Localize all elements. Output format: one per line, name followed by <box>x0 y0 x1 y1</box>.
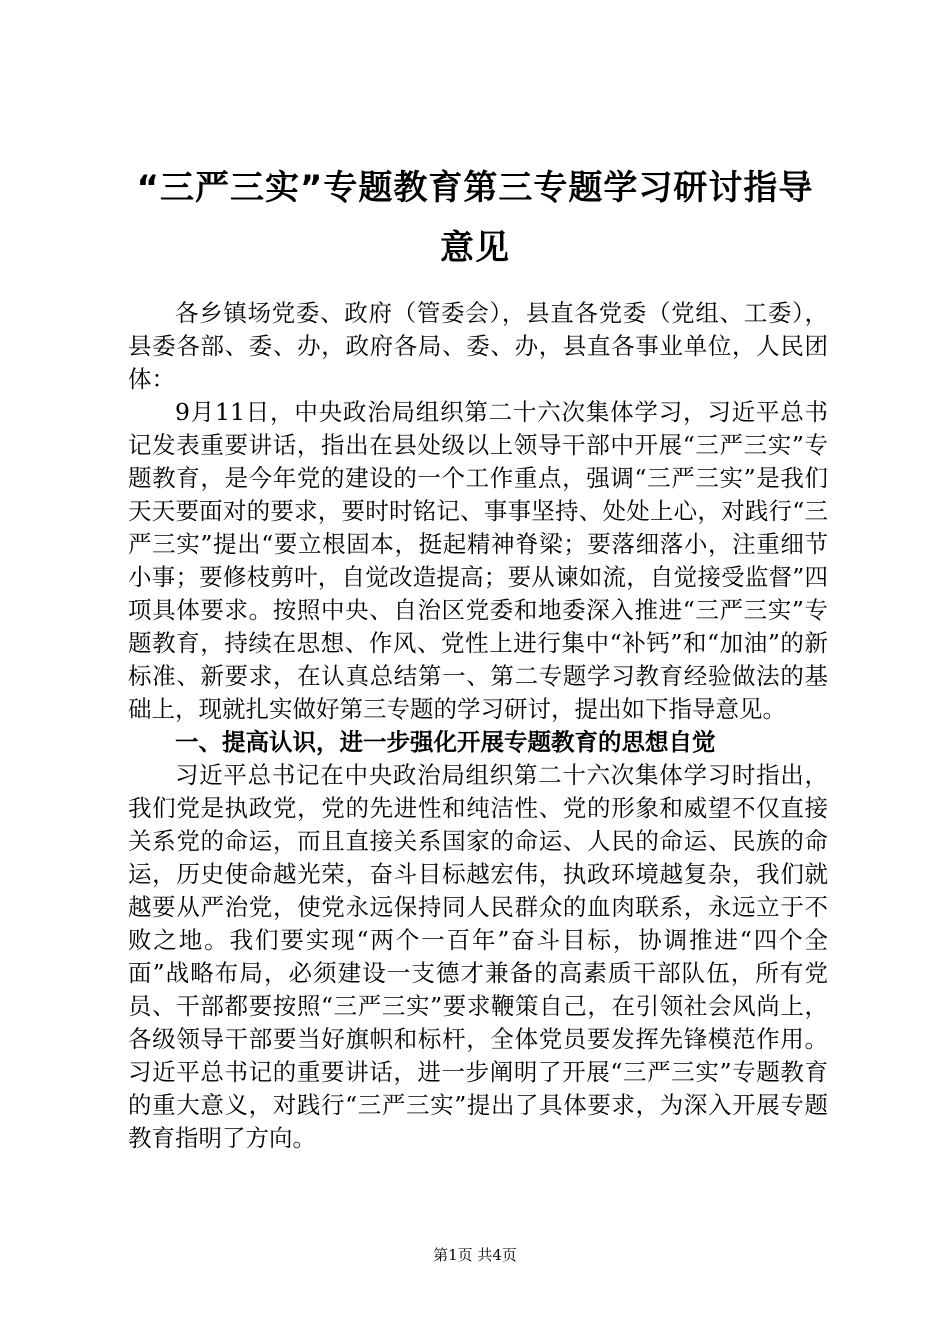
intro-paragraph: 9月11日，中央政治局组织第二十六次集体学习，习近平总书记发表重要讲话，指出在县处级以上领导干部中开展“三严三实”专题教育，是今年党的建设的一个工作重点，强调“三严三实”是我们天天要面对的要求，要时时铭记、事事坚持、处处上心，对践行“三严三实”提出“要立根固本，挺起精神脊梁；要落细落小，注重细节小事；要修枝剪叶，自觉改造提高；要从谏如流，自觉接受监督”四项具体要求。按照中央、自治区党委和地委深入推进“三严三实”专题教育，持续在思想、作风、党性上进行集中“补钙”和“加油”的新标准、新要求，在认真总结第一、第二专题学习教育经验做法的基础上，现就扎实做好第三专题的学习研讨，提出如下指导意见。 <box>128 398 828 723</box>
page-footer: 第1页 共4页 <box>433 1246 517 1264</box>
document-title-line2: 意见 <box>440 228 510 268</box>
document-body <box>128 297 828 1155</box>
addressee-paragraph: 各乡镇场党委、政府（管委会），县直各党委（党组、工委），县委各部、委、办，政府各局、委、办，县直各事业单位，人民团体： <box>128 299 828 393</box>
section1-paragraph: 习近平总书记在中央政治局组织第二十六次集体学习时指出，我们党是执政党，党的先进性和纯洁性、党的形象和威望不仅直接关系党的命运，而且直接关系国家的命运、人民的命运、民族的命运，历史使命越光荣，奋斗目标越宏伟，执政环境越复杂，我们就越要从严治党，使党永远保持同人民群众的血肉联系，永远立于不败之地。我们要实现“两个一百年”奋斗目标，协调推进“四个全面”战略布局，必须建设一支德才兼备的高素质干部队伍，所有党员、干部都要按照“三严三实”要求鞭策自己，在引领社会风尚上，各级领导干部要当好旗帜和标杆，全体党员要发挥先锋模范作用。习近平总书记的重要讲话，进一步阐明了开展“三严三实”专题教育的重大意义，对践行“三严三实”提出了具体要求，为深入开展专题教育指明了方向。 <box>128 761 828 1152</box>
document-title-line1: “三严三实”专题教育第三专题学习研讨指导 <box>136 168 814 208</box>
section-heading-1: 一、提高认识，进一步强化开展专题教育的思想自觉 <box>175 728 716 756</box>
